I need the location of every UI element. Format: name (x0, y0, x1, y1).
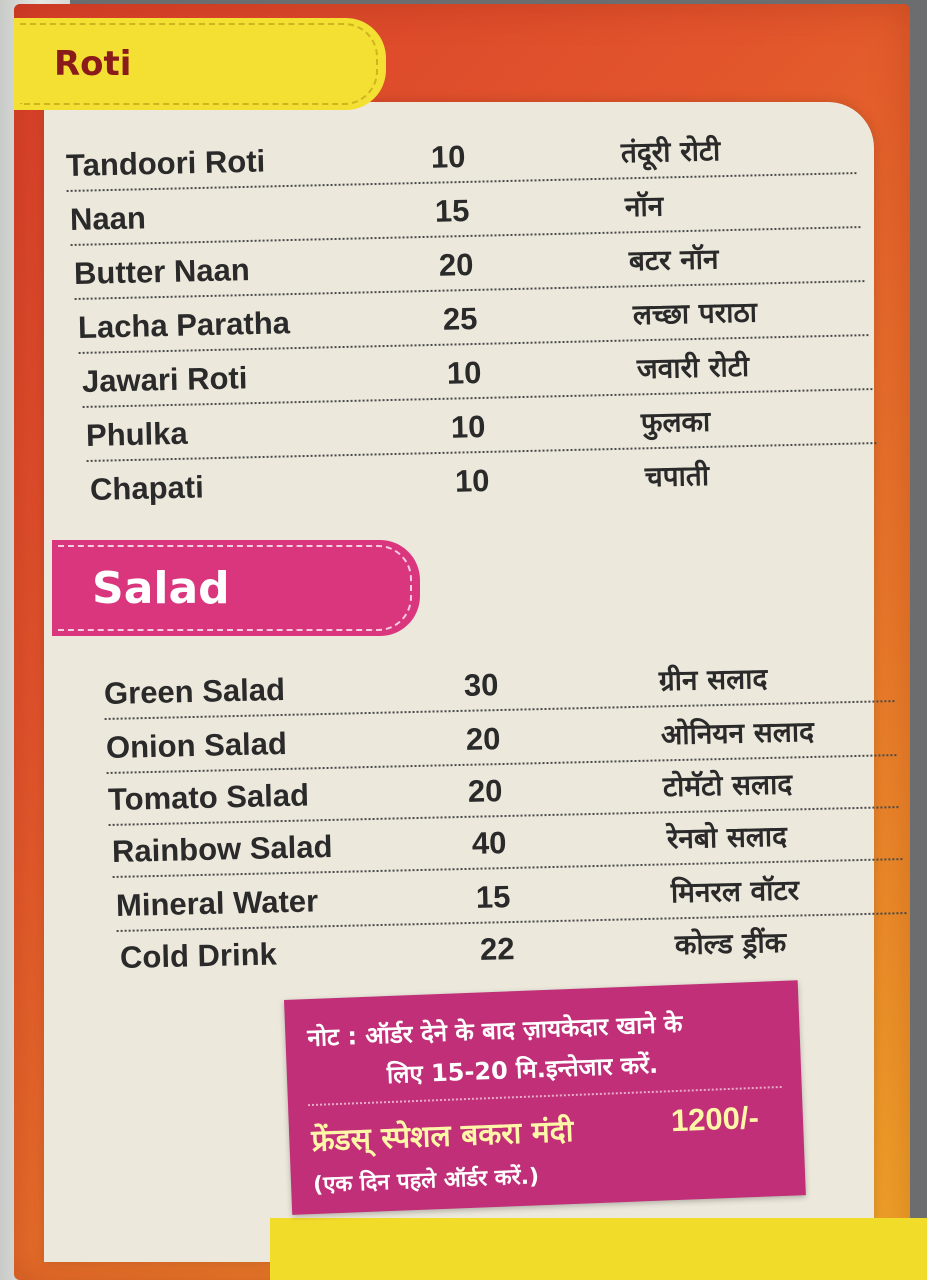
item-name: Tomato Salad (107, 777, 310, 817)
item-name-hindi: बटर नॉन (628, 242, 719, 278)
item-name: Lacha Paratha (77, 305, 291, 345)
special-dish-name: फ्रेंडस् स्पेशल बकरा मंदी (310, 1114, 575, 1160)
item-price: 25 (442, 300, 478, 337)
note-line-2: लिए 15-20 मि.इन्तेजार करें. (386, 1050, 659, 1090)
item-name-hindi: नॉन (624, 189, 664, 224)
item-name-hindi: चपाती (644, 458, 710, 494)
note-line-1: नोट : ऑर्डर देने के बाद ज़ायकेदार खाने के (306, 1009, 683, 1053)
advance-order-note: (एक दिन पहले ऑर्डर करें.) (312, 1164, 540, 1199)
item-name: Phulka (85, 415, 189, 453)
item-price: 40 (471, 825, 507, 861)
item-name-hindi: ओनियन सलाद (660, 714, 815, 752)
item-name: Cold Drink (119, 936, 278, 975)
note-box (284, 980, 806, 1215)
item-name-hindi: कोल्ड ड्रींक (674, 925, 787, 962)
item-name-hindi: फुलका (640, 404, 711, 440)
footer-band (270, 1218, 927, 1280)
special-dish-price: 1200/- (670, 1099, 760, 1139)
item-price: 10 (454, 462, 490, 499)
item-name: Onion Salad (105, 725, 288, 765)
item-name: Green Salad (103, 671, 286, 711)
item-name: Naan (69, 200, 147, 237)
item-price: 20 (467, 773, 503, 809)
item-name: Tandoori Roti (65, 143, 266, 183)
item-price: 20 (465, 721, 501, 757)
item-price: 22 (479, 931, 515, 967)
item-name-hindi: ग्रीन सलाद (658, 661, 768, 698)
item-name: Mineral Water (115, 883, 319, 923)
salad-title: Salad (92, 562, 230, 614)
item-price: 10 (446, 354, 482, 391)
item-name-hindi: मिनरल वॉटर (670, 873, 800, 910)
salad-section-header (52, 540, 420, 636)
item-name: Butter Naan (73, 252, 251, 291)
item-price: 15 (475, 879, 511, 915)
item-name-hindi: रेनबो सलाद (666, 819, 788, 856)
item-price: 10 (430, 138, 466, 175)
item-name-hindi: जवारी रोटी (636, 349, 750, 386)
item-name-hindi: लच्छा पराठा (632, 295, 758, 332)
item-price: 10 (450, 408, 486, 445)
roti-section-header (14, 18, 386, 110)
item-name: Chapati (89, 469, 205, 507)
item-name-hindi: तंदूरी रोटी (620, 134, 721, 170)
item-price: 30 (463, 667, 499, 703)
item-price: 15 (434, 192, 470, 229)
item-name: Jawari Roti (81, 360, 248, 399)
item-name-hindi: टोमॅटो सलाद (662, 767, 793, 804)
item-price: 20 (438, 246, 474, 283)
roti-title: Roti (54, 44, 132, 84)
item-name: Rainbow Salad (111, 829, 333, 869)
